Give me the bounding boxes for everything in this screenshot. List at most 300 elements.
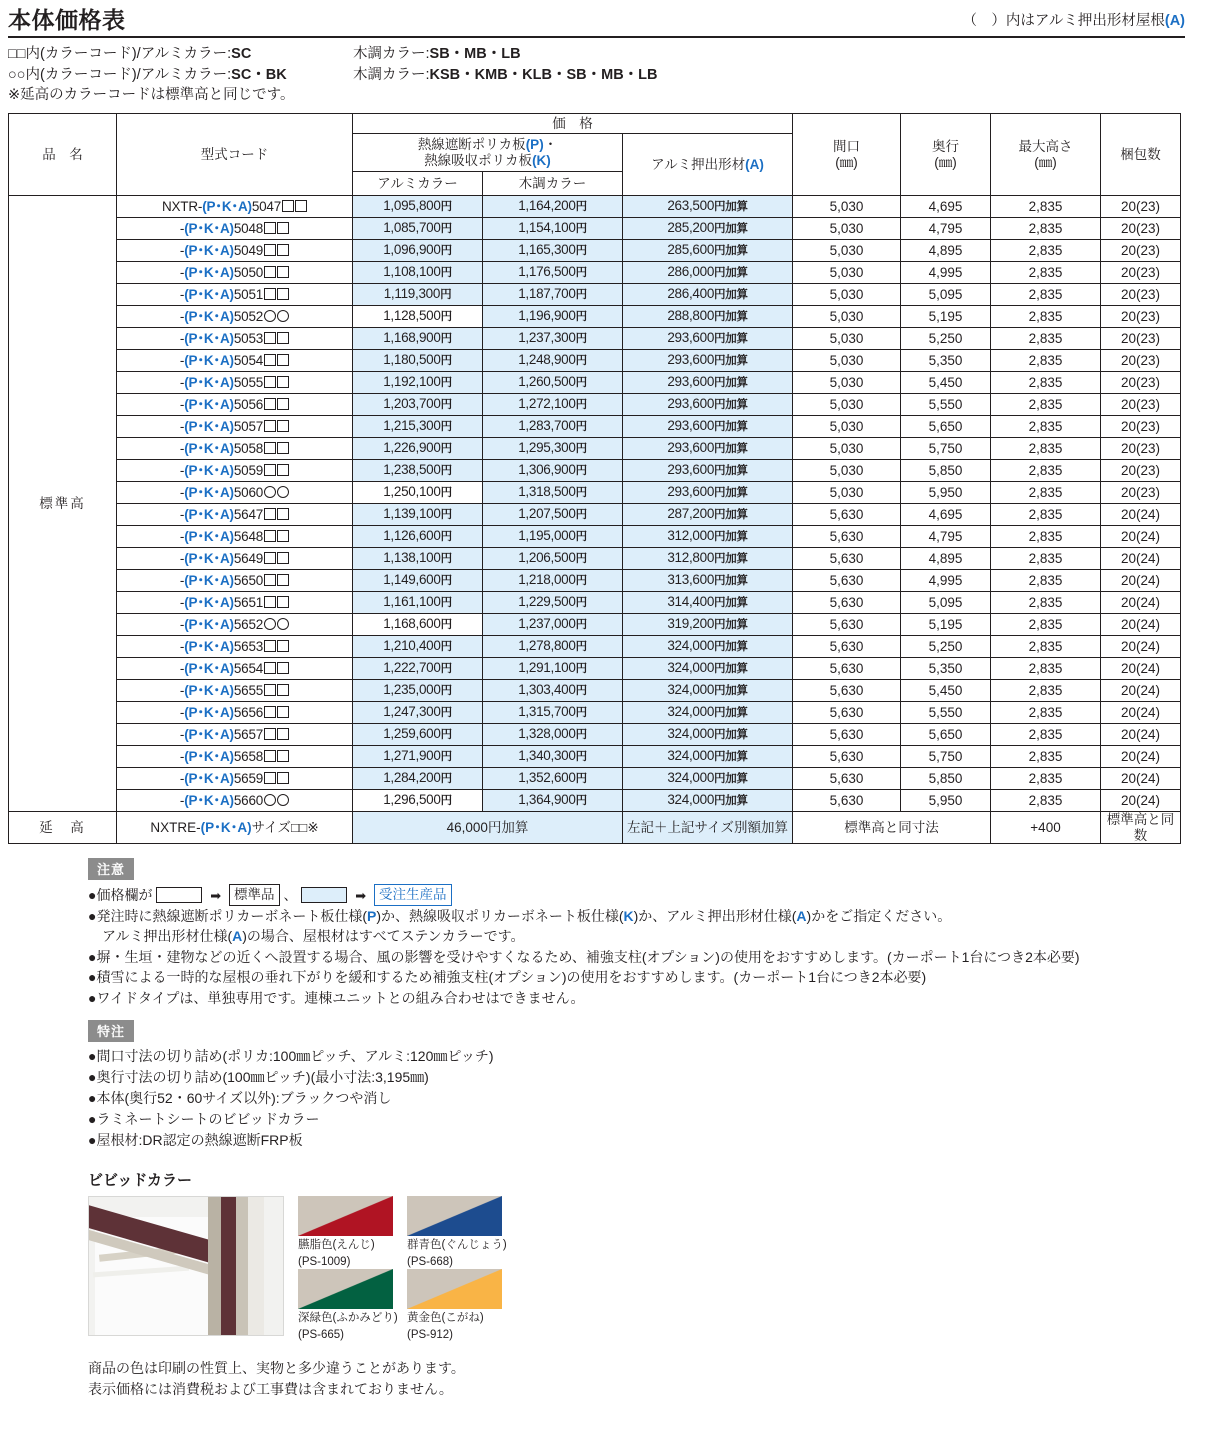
th-maguchi-unit: (㎜): [835, 154, 858, 170]
legend-circle-alumi: [8, 65, 353, 86]
dim-package-count: 20(24): [1101, 724, 1181, 746]
price-alumi-color: 1,139,100円: [353, 504, 483, 526]
price-wood-color: 1,196,900円: [483, 306, 623, 328]
price-alumi-extrusion: 293,600円加算: [623, 460, 793, 482]
dim-maguchi: 5,630: [793, 504, 901, 526]
model-code-cell: [117, 262, 353, 284]
model-prefix: -: [179, 704, 185, 720]
special-items-list: [88, 1046, 1185, 1151]
dim-okuyuki: 5,950: [901, 482, 991, 504]
dim-okuyuki: 4,895: [901, 548, 991, 570]
price-wood-color: 1,165,300円: [483, 240, 623, 262]
dim-maguchi: 5,030: [793, 460, 901, 482]
dim-package-count: 20(24): [1101, 614, 1181, 636]
dim-okuyuki: 5,195: [901, 614, 991, 636]
price-alumi-color: 1,168,900円: [353, 328, 483, 350]
legend-square-alumi-label: □□内(カラーコード)/アルミカラー:: [8, 46, 232, 63]
price-alumi-color: 1,108,100円: [353, 262, 483, 284]
model-code-cell: [117, 548, 353, 570]
dim-maguchi: 5,030: [793, 482, 901, 504]
footnote-line-1: 商品の色は印刷の性質上、実物と多少違うことがあります。: [88, 1360, 465, 1377]
dim-maguchi: 5,030: [793, 394, 901, 416]
model-code-cell: [117, 438, 353, 460]
dim-maguchi: 5,630: [793, 636, 901, 658]
price-table-body: [9, 196, 1181, 844]
model-spec-codes: (P･K･A): [184, 220, 234, 236]
dim-package-count: 20(23): [1101, 438, 1181, 460]
price-alumi-extrusion: 285,600円加算: [623, 240, 793, 262]
model-spec-codes: (P･K･A): [184, 352, 234, 368]
model-spec-codes: (P･K･A): [184, 484, 234, 500]
dim-package-count: 20(23): [1101, 372, 1181, 394]
price-alumi-extrusion: 324,000円加算: [623, 702, 793, 724]
th-poly-line1: [353, 137, 622, 153]
table-row: [9, 526, 1181, 548]
th-maguchi: [793, 114, 901, 196]
note-item: ●積雪による一時的な屋根の垂れ下がりを緩和するため補強支柱(オプション)の使用をおすすめします。(カーポート1台につき2本必要): [88, 969, 927, 986]
dim-okuyuki: 5,650: [901, 724, 991, 746]
th-poly-sep: ・: [543, 137, 558, 153]
dim-package-count: 20(23): [1101, 306, 1181, 328]
model-number: 5651: [233, 594, 264, 610]
color-chip-name: 深緑色(ふかみどり): [298, 1312, 398, 1325]
dim-maguchi: 5,630: [793, 790, 901, 812]
model-spec-codes: (P･K･A): [184, 418, 234, 434]
model-prefix: -: [179, 616, 185, 632]
table-row: [9, 284, 1181, 306]
model-code-cell: [117, 526, 353, 548]
dim-package-count: 20(23): [1101, 328, 1181, 350]
legend-extended-note: ※延高のカラーコードは標準高と同じです。: [8, 87, 295, 104]
legend-circle-alumi-label: ○○内(カラーコード)/アルミカラー:: [8, 66, 232, 83]
price-alumi-color: 1,192,100円: [353, 372, 483, 394]
dim-max-height: 2,835: [991, 394, 1101, 416]
header-row-1: [9, 114, 1181, 134]
square-mark-icon: [264, 442, 276, 454]
circle-mark-icon: [277, 618, 289, 630]
price-alumi-color: 1,096,900円: [353, 240, 483, 262]
legend-line-circle: [8, 65, 1185, 86]
price-alumi-extrusion: 314,400円加算: [623, 592, 793, 614]
model-spec-codes: (P･K･A): [184, 242, 234, 258]
spec-code-A: A: [232, 928, 243, 945]
dim-okuyuki: 4,995: [901, 262, 991, 284]
th-max-height-label: 最大高さ: [1018, 139, 1073, 155]
model-prefix: -: [179, 352, 185, 368]
model-number: 5057: [233, 418, 264, 434]
model-spec-codes: (P･K･A): [184, 308, 234, 324]
circle-mark-icon: [277, 310, 289, 322]
dim-max-height: 2,835: [991, 548, 1101, 570]
dim-package-count: 20(24): [1101, 746, 1181, 768]
dim-max-height: 2,835: [991, 284, 1101, 306]
price-wood-color: 1,154,100円: [483, 218, 623, 240]
square-mark-icon: [264, 552, 276, 564]
model-number: 5660: [233, 792, 264, 808]
color-chip-name: 群青色(ぐんじょう): [407, 1239, 507, 1252]
dim-okuyuki: 4,695: [901, 504, 991, 526]
th-model-code: 型式コード: [117, 114, 353, 196]
vivid-color-title: ビビッドカラー: [88, 1172, 192, 1190]
dim-maguchi: 5,630: [793, 680, 901, 702]
dim-okuyuki: 5,750: [901, 746, 991, 768]
model-spec-codes: (P･K･A): [202, 198, 252, 214]
color-chip-code: (PS-912): [407, 1328, 454, 1341]
square-mark-icon: [277, 684, 289, 696]
color-chip-name: 黄金色(こがね): [407, 1312, 484, 1325]
extended-model-code-cell: [117, 812, 353, 844]
model-spec-codes: (P･K･A): [184, 506, 234, 522]
dim-okuyuki: 4,895: [901, 240, 991, 262]
model-number: 5647: [233, 506, 264, 522]
extended-price-note: 左記＋上記サイズ別額加算: [623, 812, 793, 844]
legend-line-square: [8, 44, 1185, 65]
dim-max-height: 2,835: [991, 262, 1101, 284]
table-row: [9, 658, 1181, 680]
model-prefix: NXTR-: [161, 198, 203, 214]
color-chip: [407, 1269, 502, 1342]
dim-package-count: 20(24): [1101, 526, 1181, 548]
model-code-cell: [117, 570, 353, 592]
price-wood-color: 1,315,700円: [483, 702, 623, 724]
dim-max-height: 2,835: [991, 218, 1101, 240]
model-code-cell: [117, 724, 353, 746]
caution-badge: 注意: [88, 858, 134, 880]
row-group-standard-height: 標準高: [9, 196, 117, 812]
model-spec-codes: (P･K･A): [184, 374, 234, 390]
model-code-cell: [117, 504, 353, 526]
price-wood-color: 1,237,300円: [483, 328, 623, 350]
model-code-cell: [117, 196, 353, 218]
price-wood-color: 1,328,000円: [483, 724, 623, 746]
square-mark-icon: [264, 728, 276, 740]
dim-package-count: 20(24): [1101, 768, 1181, 790]
dim-package-count: 20(23): [1101, 350, 1181, 372]
model-prefix: -: [179, 418, 185, 434]
dim-max-height: 2,835: [991, 306, 1101, 328]
model-code-cell: [117, 218, 353, 240]
model-number: 5058: [233, 440, 264, 456]
special-item: ●ラミネートシートのビビッドカラー: [88, 1111, 320, 1128]
square-mark-icon: [277, 750, 289, 762]
color-chip-code: (PS-668): [407, 1255, 454, 1268]
model-code-cell: [117, 746, 353, 768]
th-alumi-extrusion-code: (A): [745, 156, 764, 172]
square-mark-icon: [264, 684, 276, 696]
color-code-legend: [8, 44, 1185, 106]
photo-post-colored: [221, 1197, 236, 1336]
price-alumi-extrusion: 286,000円加算: [623, 262, 793, 284]
note-item: ●ワイドタイプは、単独専用です。連棟ユニットとの組み合わせはできません。: [88, 989, 585, 1006]
model-number: 5656: [233, 704, 264, 720]
footnote-line-2: 表示価格には消費税および工事費は含まれておりません。: [88, 1381, 453, 1398]
model-number: 5650: [233, 572, 264, 588]
dim-okuyuki: 5,250: [901, 636, 991, 658]
model-prefix: -: [179, 682, 185, 698]
dim-package-count: 20(23): [1101, 240, 1181, 262]
square-mark-icon: [264, 574, 276, 586]
model-code-cell: [117, 790, 353, 812]
price-alumi-extrusion: 287,200円加算: [623, 504, 793, 526]
dim-maguchi: 5,030: [793, 306, 901, 328]
table-row: [9, 240, 1181, 262]
square-mark-icon: [264, 640, 276, 652]
note-items-list: [88, 906, 1185, 1008]
color-chip-swatch: [298, 1269, 393, 1309]
price-wood-color: 1,295,300円: [483, 438, 623, 460]
square-mark-icon: [277, 706, 289, 718]
table-row: [9, 482, 1181, 504]
model-prefix: -: [179, 374, 185, 390]
model-number: 5048: [233, 220, 264, 236]
dim-package-count: 20(23): [1101, 460, 1181, 482]
square-mark-icon: [264, 772, 276, 784]
square-mark-icon: [277, 596, 289, 608]
table-row: [9, 438, 1181, 460]
model-number: 5657: [233, 726, 264, 742]
note-price-legend-pre: ●価格欄が: [88, 887, 153, 904]
th-max-height-unit: (㎜): [1034, 154, 1057, 170]
model-code-cell: [117, 658, 353, 680]
square-mark-icon: [277, 266, 289, 278]
circle-mark-icon: [264, 486, 276, 498]
price-alumi-color: 1,095,800円: [353, 196, 483, 218]
th-poly-line2: [353, 153, 622, 169]
dim-maguchi: 5,030: [793, 218, 901, 240]
square-mark-icon: [277, 222, 289, 234]
special-item: ●屋根材:DR認定の熱線遮断FRP板: [88, 1132, 303, 1149]
price-alumi-color: 1,210,400円: [353, 636, 483, 658]
price-alumi-color: 1,149,600円: [353, 570, 483, 592]
dim-max-height: 2,835: [991, 746, 1101, 768]
swatch-blue: [301, 887, 347, 903]
model-code-cell: [117, 284, 353, 306]
price-alumi-color: 1,238,500円: [353, 460, 483, 482]
price-alumi-extrusion: 324,000円加算: [623, 746, 793, 768]
price-wood-color: 1,187,700円: [483, 284, 623, 306]
model-number: 5652: [233, 616, 264, 632]
square-mark-icon: [264, 464, 276, 476]
price-wood-color: 1,207,500円: [483, 504, 623, 526]
dim-maguchi: 5,030: [793, 328, 901, 350]
dim-okuyuki: 5,950: [901, 790, 991, 812]
model-prefix: -: [179, 594, 185, 610]
model-number: 5055: [233, 374, 264, 390]
table-row: [9, 394, 1181, 416]
price-alumi-color: 1,085,700円: [353, 218, 483, 240]
legend-circle-alumi-value: SC・BK: [231, 66, 287, 83]
dim-maguchi: 5,030: [793, 438, 901, 460]
dim-package-count: 20(24): [1101, 680, 1181, 702]
dim-max-height: 2,835: [991, 482, 1101, 504]
price-alumi-extrusion: 263,500円加算: [623, 196, 793, 218]
model-number: 5655: [233, 682, 264, 698]
table-row: [9, 262, 1181, 284]
model-number: 5049: [233, 242, 264, 258]
th-polycarbonate-group: [353, 134, 623, 172]
roof-type-note: [962, 9, 1185, 33]
price-alumi-extrusion: 312,800円加算: [623, 548, 793, 570]
model-code-cell: [117, 394, 353, 416]
photo-post-shadow: [208, 1197, 221, 1336]
model-prefix: -: [179, 484, 185, 500]
dim-maguchi: 5,630: [793, 702, 901, 724]
model-spec-codes: (P･K･A): [184, 440, 234, 456]
price-wood-color: 1,206,500円: [483, 548, 623, 570]
dim-okuyuki: 5,350: [901, 658, 991, 680]
model-prefix: -: [179, 440, 185, 456]
square-mark-icon: [264, 508, 276, 520]
table-row: [9, 592, 1181, 614]
page-title: 本体価格表: [8, 7, 126, 33]
price-alumi-extrusion: 313,600円加算: [623, 570, 793, 592]
dim-okuyuki: 5,095: [901, 592, 991, 614]
price-wood-color: 1,291,100円: [483, 658, 623, 680]
square-mark-icon: [277, 640, 289, 652]
price-wood-color: 1,164,200円: [483, 196, 623, 218]
dim-package-count: 20(23): [1101, 262, 1181, 284]
model-spec-codes: (P･K･A): [184, 264, 234, 280]
dim-okuyuki: 5,850: [901, 460, 991, 482]
dim-package-count: 20(24): [1101, 504, 1181, 526]
circle-mark-icon: [264, 794, 276, 806]
square-mark-icon: [264, 376, 276, 388]
extended-package-count: 標準高と同数: [1101, 812, 1181, 844]
dim-max-height: 2,835: [991, 526, 1101, 548]
dim-max-height: 2,835: [991, 658, 1101, 680]
model-prefix: -: [179, 726, 185, 742]
model-spec-codes: (P･K･A): [184, 792, 234, 808]
price-alumi-extrusion: 312,000円加算: [623, 526, 793, 548]
square-mark-icon: [264, 662, 276, 674]
dim-okuyuki: 5,450: [901, 372, 991, 394]
square-mark-icon: [264, 354, 276, 366]
table-row: [9, 350, 1181, 372]
price-wood-color: 1,195,000円: [483, 526, 623, 548]
photo-post-outer: [248, 1197, 264, 1336]
model-prefix: -: [179, 638, 185, 654]
square-mark-icon: [264, 530, 276, 542]
table-row: [9, 416, 1181, 438]
model-prefix: -: [179, 330, 185, 346]
dim-maguchi: 5,030: [793, 262, 901, 284]
model-prefix: -: [179, 264, 185, 280]
model-spec-codes: (P･K･A): [184, 462, 234, 478]
model-spec-codes: (P･K･A): [184, 528, 234, 544]
dim-okuyuki: 5,850: [901, 768, 991, 790]
product-photo: [88, 1196, 284, 1336]
price-alumi-color: 1,215,300円: [353, 416, 483, 438]
dim-package-count: 20(24): [1101, 658, 1181, 680]
dim-maguchi: 5,630: [793, 768, 901, 790]
dim-package-count: 20(24): [1101, 592, 1181, 614]
dim-okuyuki: 5,550: [901, 394, 991, 416]
table-row: [9, 680, 1181, 702]
th-maguchi-label: 間口: [833, 139, 861, 155]
square-mark-icon: [264, 706, 276, 718]
dim-okuyuki: 5,195: [901, 306, 991, 328]
special-badge: 特注: [88, 1020, 134, 1042]
dim-max-height: 2,835: [991, 768, 1101, 790]
price-alumi-color: 1,128,500円: [353, 306, 483, 328]
price-alumi-extrusion: 324,000円加算: [623, 636, 793, 658]
price-alumi-extrusion: 293,600円加算: [623, 438, 793, 460]
dim-max-height: 2,835: [991, 240, 1101, 262]
model-spec-codes: (P･K･A): [184, 330, 234, 346]
dim-package-count: 20(23): [1101, 416, 1181, 438]
dim-max-height: 2,835: [991, 416, 1101, 438]
dim-maguchi: 5,030: [793, 372, 901, 394]
dim-okuyuki: 4,695: [901, 196, 991, 218]
dim-max-height: 2,835: [991, 460, 1101, 482]
vivid-color-section: [88, 1169, 1185, 1342]
model-prefix: -: [179, 506, 185, 522]
price-alumi-color: 1,138,100円: [353, 548, 483, 570]
model-spec-codes: (P･K･A): [184, 682, 234, 698]
table-row-extended-height: [9, 812, 1181, 844]
model-spec-codes: (P･K･A): [184, 550, 234, 566]
price-alumi-color: 1,161,100円: [353, 592, 483, 614]
color-chip-swatch: [298, 1196, 393, 1236]
price-alumi-extrusion: 324,000円加算: [623, 768, 793, 790]
th-price-group: 価 格: [353, 114, 793, 134]
legend-circle-wood-label: 木調カラー:: [353, 66, 430, 83]
model-number: 5047: [251, 198, 282, 214]
price-alumi-extrusion: 324,000円加算: [623, 790, 793, 812]
special-order-section: [88, 1020, 1185, 1151]
dim-package-count: 20(23): [1101, 394, 1181, 416]
price-alumi-extrusion: 285,200円加算: [623, 218, 793, 240]
price-alumi-extrusion: 319,200円加算: [623, 614, 793, 636]
model-prefix: -: [179, 792, 185, 808]
square-mark-icon: [277, 442, 289, 454]
roof-type-code: (A): [1164, 13, 1185, 30]
model-prefix: -: [179, 462, 185, 478]
special-item: ●本体(奥行52・60サイズ以外):ブラックつや消し: [88, 1090, 392, 1107]
extended-model-prefix: NXTRE-: [150, 819, 201, 835]
square-mark-icon: [264, 288, 276, 300]
dim-maguchi: 5,630: [793, 548, 901, 570]
note-item: アルミ押出形材仕様(A)の場合、屋根材はすべてステンカラーです。: [102, 928, 525, 945]
dim-okuyuki: 5,450: [901, 680, 991, 702]
th-poly-line2-text: 熱線吸収ポリカ板: [424, 152, 533, 168]
extended-model-spec-codes: (P･K･A): [200, 819, 252, 835]
price-wood-color: 1,364,900円: [483, 790, 623, 812]
model-prefix: -: [179, 660, 185, 676]
model-spec-codes: (P･K･A): [184, 660, 234, 676]
footnotes: [88, 1358, 1185, 1400]
table-row: [9, 790, 1181, 812]
color-chip-code: (PS-1009): [298, 1255, 351, 1268]
dim-max-height: 2,835: [991, 680, 1101, 702]
dim-maguchi: 5,030: [793, 240, 901, 262]
dim-maguchi: 5,630: [793, 592, 901, 614]
table-row: [9, 746, 1181, 768]
price-alumi-extrusion: 324,000円加算: [623, 724, 793, 746]
price-alumi-color: 1,180,500円: [353, 350, 483, 372]
price-wood-color: 1,306,900円: [483, 460, 623, 482]
table-row: [9, 328, 1181, 350]
model-spec-codes: (P･K･A): [184, 638, 234, 654]
model-code-cell: [117, 636, 353, 658]
price-wood-color: 1,352,600円: [483, 768, 623, 790]
dim-maguchi: 5,630: [793, 526, 901, 548]
price-alumi-color: 1,226,900円: [353, 438, 483, 460]
model-spec-codes: (P･K･A): [184, 396, 234, 412]
photo-post-frame: [236, 1197, 248, 1336]
dim-package-count: 20(24): [1101, 790, 1181, 812]
model-code-cell: [117, 306, 353, 328]
